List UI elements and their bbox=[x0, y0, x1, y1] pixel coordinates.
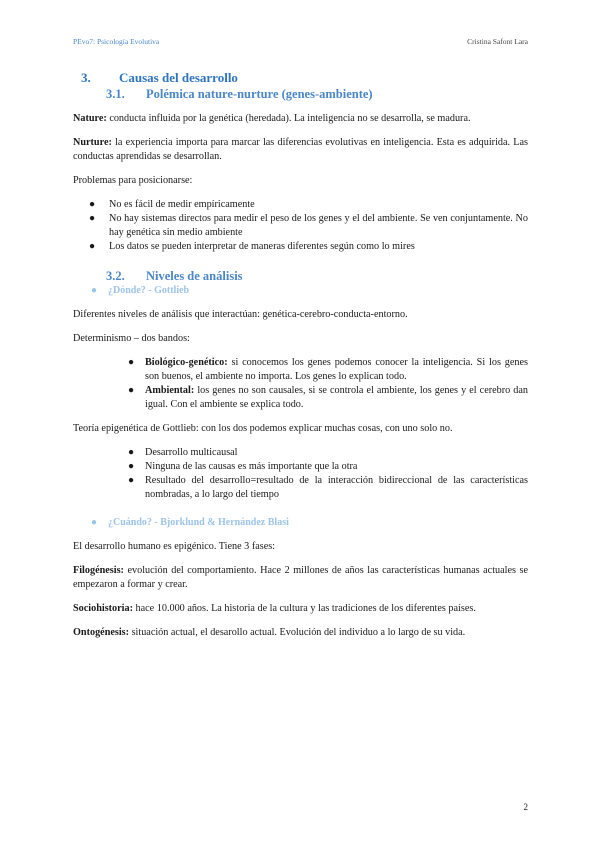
list-item: ● Ninguna de las causas es más importante que la otra bbox=[128, 461, 358, 472]
determinism-paragraph: Determinismo – dos bandos: bbox=[73, 333, 190, 344]
subsection-title: Niveles de análisis bbox=[146, 269, 243, 283]
list-item: ● No hay sistemas directos para medir el peso de los genes y el del ambiente. Se ven conjuntamente. No hay genética sin medio ambiente bbox=[89, 213, 528, 238]
section-heading-3 bbox=[73, 70, 528, 86]
levels-paragraph: Diferentes niveles de análisis que interactúan: genética-cerebro-conducta-entorno. bbox=[73, 309, 408, 320]
when-heading: ● ¿Cuándo? - Bjorklund & Hernández Blasi bbox=[91, 517, 289, 528]
where-heading: ● ¿Dónde? - Gottlieb bbox=[91, 285, 190, 296]
list-item: ● Ambiental: los genes no son causales, si se controla el ambiente, los genes y el cerebro dan igual. Con el ambiente se explica todo. bbox=[128, 385, 528, 410]
subsection-number: 3.2. bbox=[106, 269, 125, 283]
nurture-text: la experiencia importa para marcar las diferencias evolutivas en inteligencia. Esta es adquirida. Las conductas aprendidas se desarrollan. bbox=[73, 137, 528, 162]
problems-intro: Problemas para posicionarse: bbox=[73, 175, 193, 186]
section-number: 3. bbox=[81, 70, 91, 85]
phase-ontogenesis: Ontogénesis: situación actual, el desarollo actual. Evolución del individuo a lo largo de su vida. bbox=[73, 627, 466, 638]
list-item: ● No es fácil de medir empíricamente bbox=[89, 199, 255, 210]
subsection-number: 3.1. bbox=[106, 87, 125, 101]
page-number: 2 bbox=[523, 802, 528, 812]
phase-sociohistoria: Sociohistoria: hace 10.000 años. La historia de la cultura y las tradiciones de los diferentes países. bbox=[73, 603, 476, 614]
list-item: ● Los datos se pueden interpretar de maneras diferentes según como lo mires bbox=[89, 241, 415, 252]
nurture-term: Nurture: bbox=[73, 137, 112, 148]
nature-text: conducta influida por la genética (heredada). La inteligencia no se desarrolla, se madura. bbox=[106, 113, 471, 124]
phase-filogenesis: Filogénesis: evolución del comportamiento. Hace 2 millones de años las características humanas actuales se empezaron a formar y crear. bbox=[73, 565, 528, 590]
list-item: ● Desarrollo multicausal bbox=[128, 447, 238, 458]
gottlieb-points-list bbox=[73, 446, 528, 502]
list-item: ● Biológico-genético: si conocemos los genes podemos conocer la inteligencia. Si los genes son buenos, el ambiente no importa. Los genes lo explican todo. bbox=[128, 357, 528, 382]
bandos-list bbox=[73, 356, 528, 412]
problems-list bbox=[73, 198, 528, 254]
nurture-paragraph bbox=[73, 136, 528, 164]
nature-paragraph bbox=[73, 112, 528, 126]
section-title: Causas del desarrollo bbox=[119, 70, 238, 85]
page-content bbox=[73, 70, 528, 640]
header-course: PEvo7: Psicología Evolutiva bbox=[73, 37, 160, 46]
section-heading-3-2 bbox=[73, 268, 528, 284]
list-item: ● Resultado del desarrollo=resultado de la interacción bidireccional de las características nombradas, a lo largo del tiempo bbox=[128, 475, 528, 500]
section-heading-3-1 bbox=[73, 86, 528, 102]
nature-term: Nature: bbox=[73, 113, 107, 124]
subsection-title: Polémica nature-nurture (genes-ambiente) bbox=[146, 87, 373, 101]
gottlieb-theory-paragraph: Teoría epigenética de Gottlieb: con los dos podemos explicar muchas cosas, con uno solo no. bbox=[73, 423, 453, 434]
header-author: Cristina Safont Lara bbox=[467, 37, 528, 46]
epigenetic-paragraph: El desarrollo humano es epigénico. Tiene 3 fases: bbox=[73, 541, 276, 552]
